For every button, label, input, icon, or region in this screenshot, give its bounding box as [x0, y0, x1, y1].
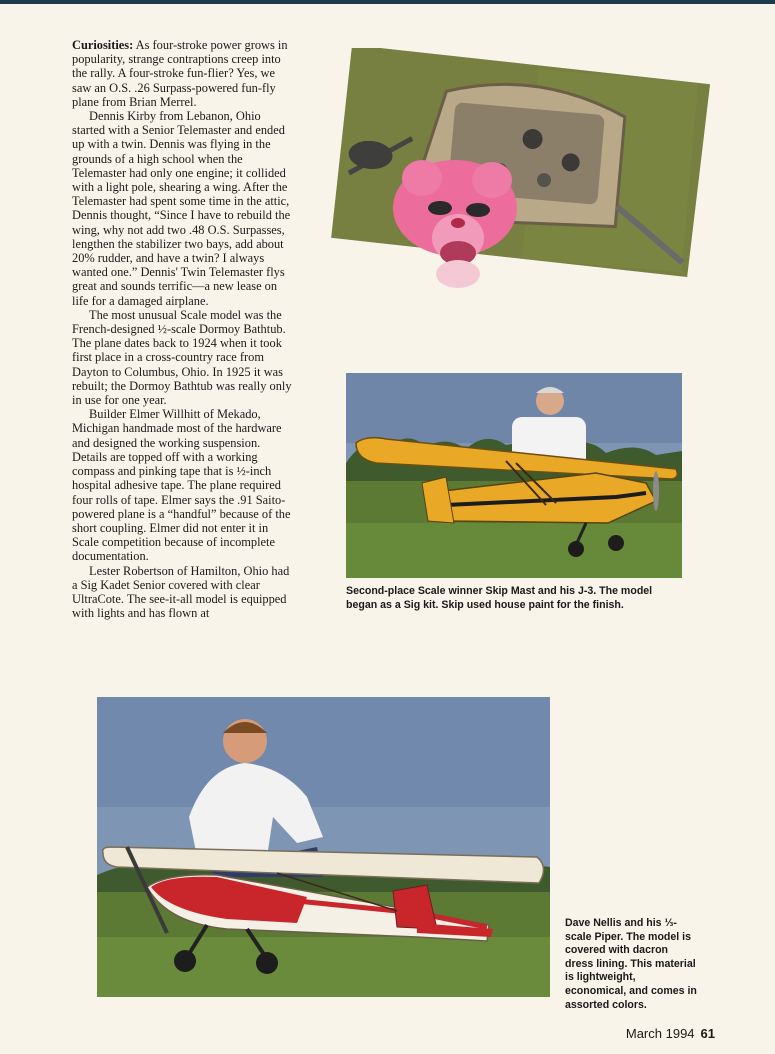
paragraph-elmer-willhitt: Builder Elmer Willhitt of Mekado, Michigan handmade most of the hardware and designed the working suspension. Details are topped off with a working compass and pinking tape that is ½-inch hospital adhesive tape. The plane required four rolls of tape. Elmer says the .91 Saito-powered plane is a “handful” because of the short coupling. Elmer did not enter it in Scale competition because of incomplete documentation. — [72, 407, 291, 564]
piper-illustration — [97, 697, 550, 997]
paragraph-lester-robertson: Lester Robertson of Hamilton, Ohio had a Sig Kadet Senior covered with clear UltraCote. The see-it-all model is equipped with lights and has flown at — [72, 563, 290, 621]
j3-cub-illustration — [346, 373, 682, 578]
photo-skip-mast-j3 — [346, 373, 682, 578]
run-in-heading: Curiosities: — [72, 38, 134, 52]
page-top-rule — [0, 0, 775, 4]
pink-panther-illustration — [330, 48, 710, 288]
paragraph-text: As four-stroke power grows in popularity, strange contraptions creep into the rally. A four-stroke fun-flier? Yes, we saw an O.S. .26 Surpass-powered fun-fly plane from Brian Merrel. — [72, 38, 288, 109]
photo-dave-nellis-piper — [97, 697, 550, 997]
caption-photo-skip-mast: Second-place Scale winner Skip Mast and his J-3. The model began as a Sig kit. Skip used house paint for the finish. — [346, 585, 653, 611]
paragraph-dennis-kirby: Dennis Kirby from Lebanon, Ohio started with a Senior Telemaster and ended up with a twin. Dennis was flying in the grounds of a high school when the Telemaster had only one engine; it collided with a light pole, shearing a wing. After the Telemaster had spent some time in the attic, Dennis thought, “Since I have to rebuild the wing, why not add two .48 O.S. Surpasses, lengthen the stabilizer two bays, add about 20% rudder, and have a twin? I always wanted one.” Dennis' Twin Telemaster flys great and sounds terrific—a new lease on life for a damaged airplane. — [72, 109, 291, 308]
issue-date: March 1994 — [625, 1026, 695, 1041]
page-footer — [626, 1026, 715, 1041]
paragraph-dormoy-bathtub: The most unusual Scale model was the French-designed ½-scale Dormoy Bathtub. The plane dates back to 1924 when it took first place in a cross-country race from Dayton to Columbus, Ohio. In 1925 it was rebuilt; the Dormoy Bathtub was really only in use for one year. — [72, 307, 292, 408]
page-number: 61 — [700, 1026, 715, 1041]
photo-pink-panther — [330, 48, 710, 288]
article-column — [72, 38, 294, 620]
caption-photo-dave-nellis: Dave Nellis and his ⅓-scale Piper. The model is covered with dacron dress lining. This material is lightweight, economical, and comes in assorted colors. — [565, 917, 697, 1011]
paragraph-curiosities — [72, 38, 294, 109]
